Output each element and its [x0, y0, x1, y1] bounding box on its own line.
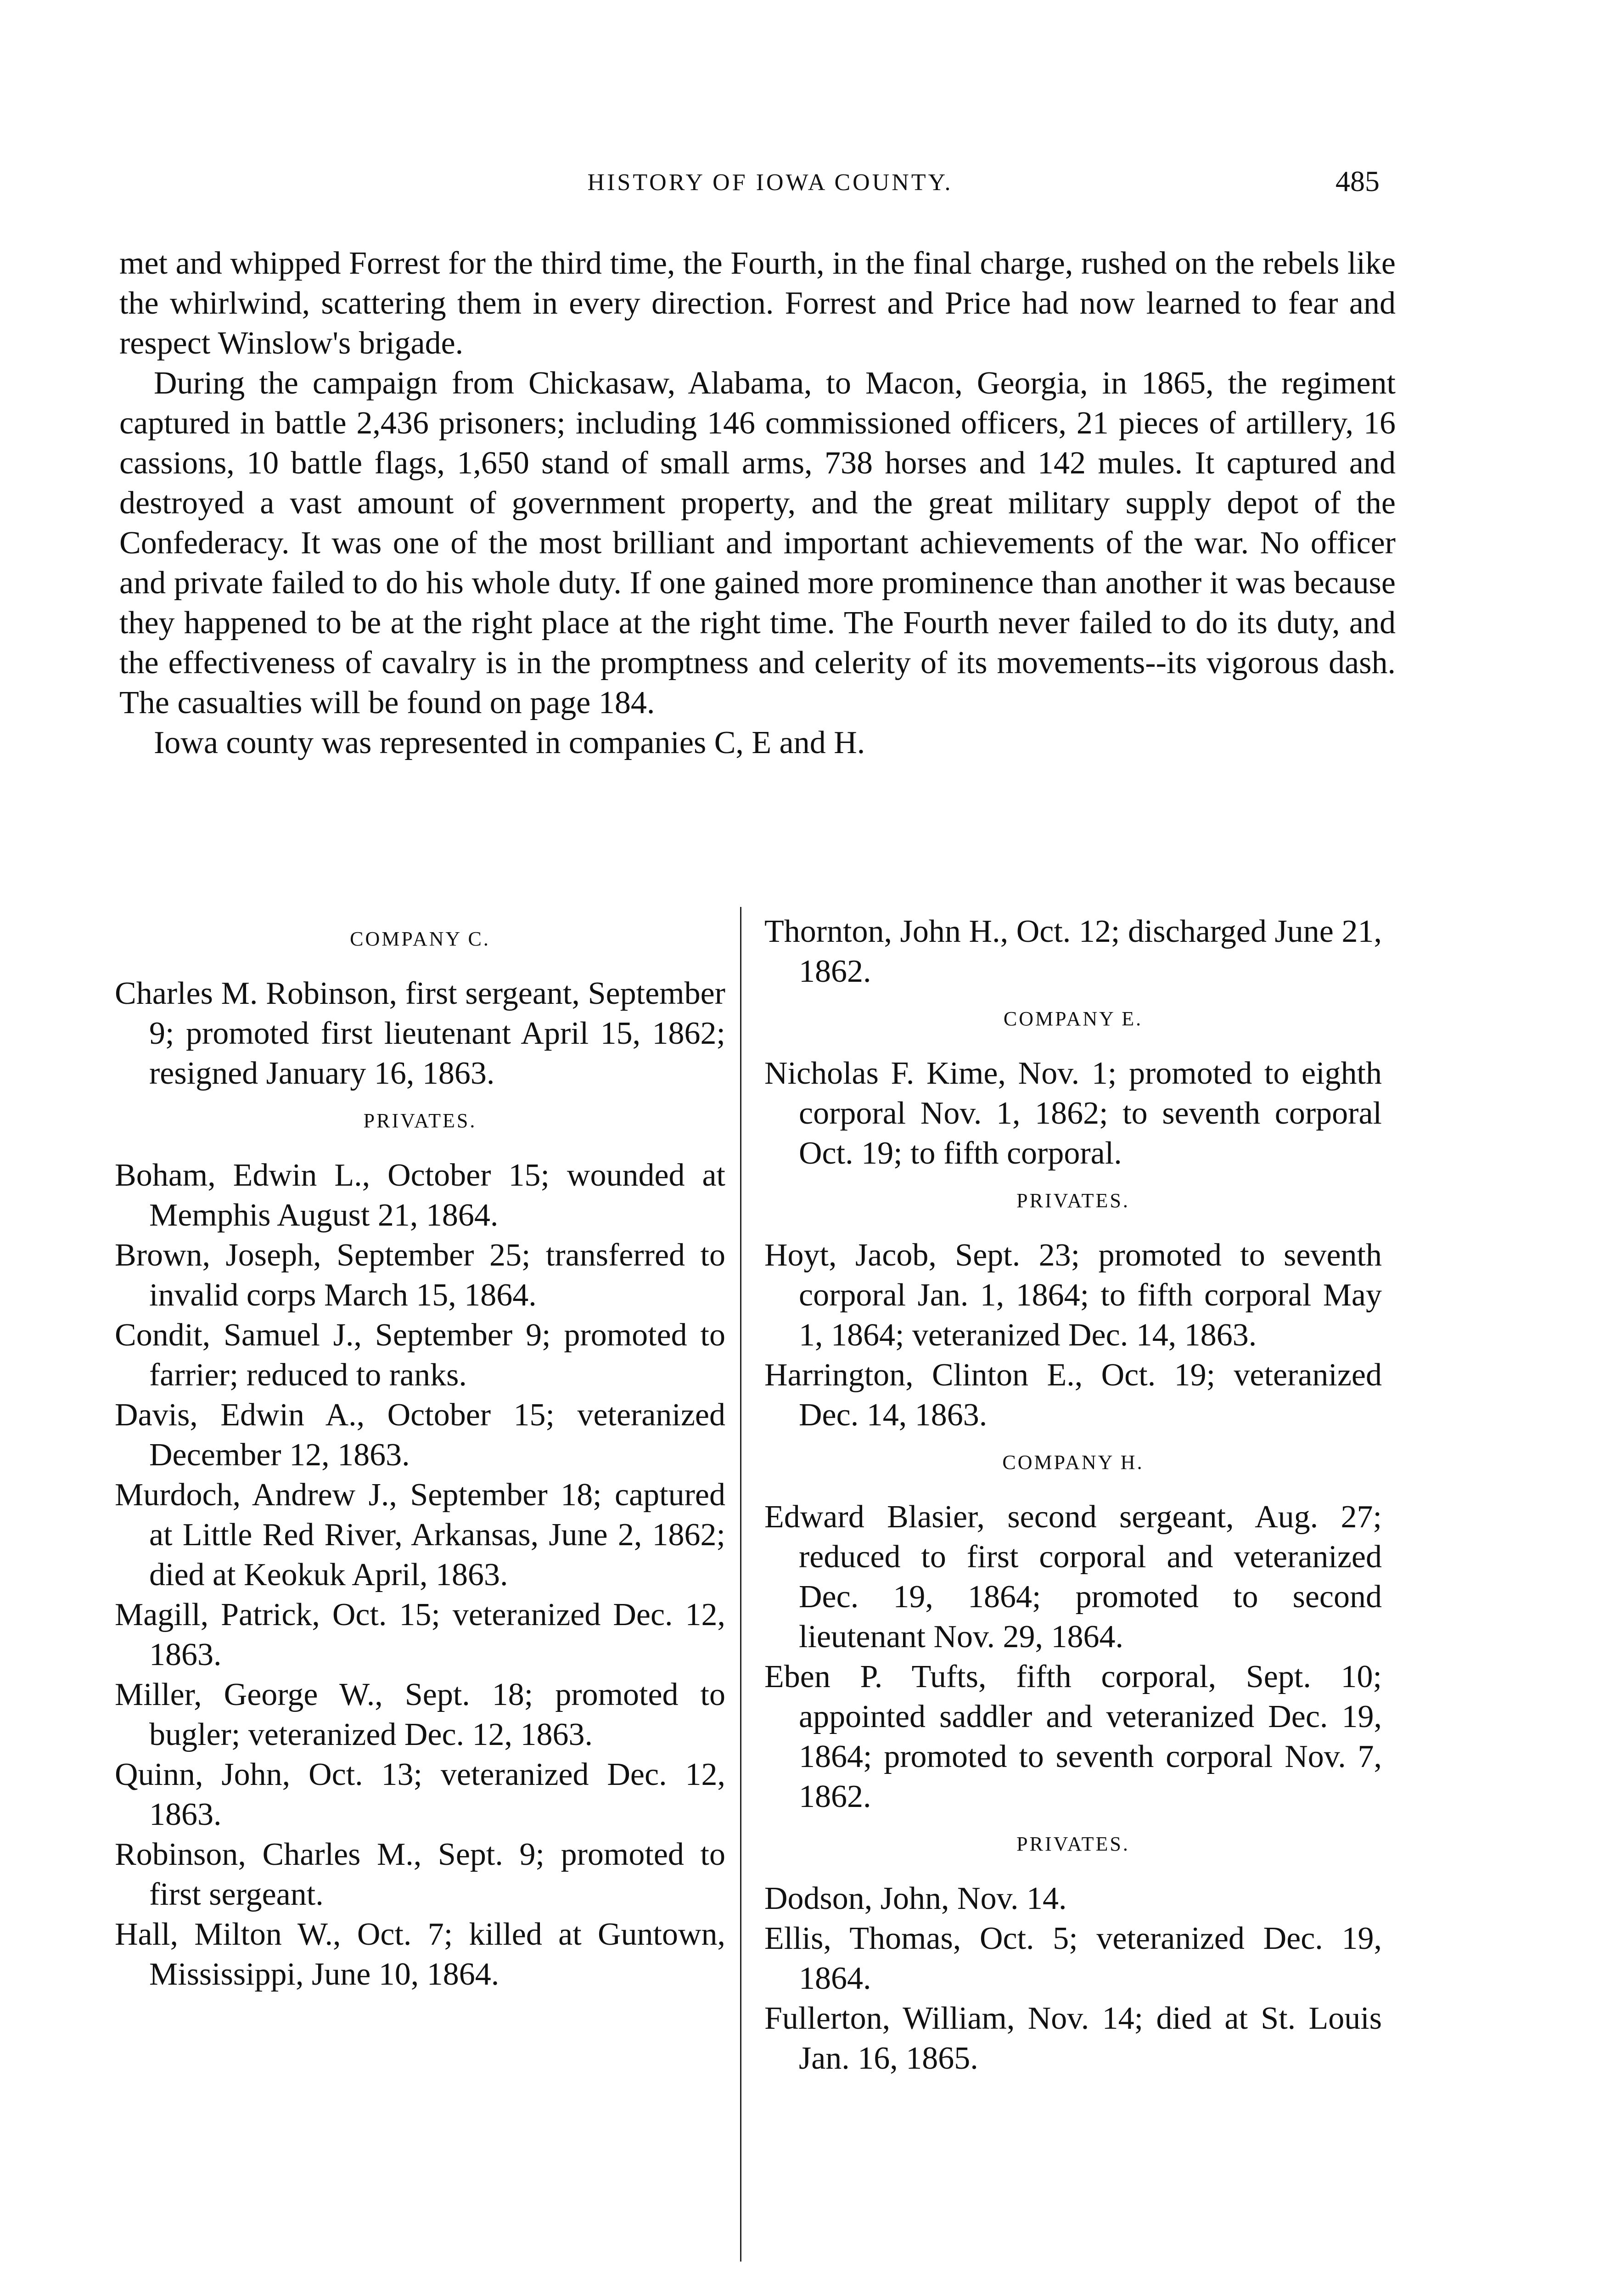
roster-entry: Hall, Milton W., Oct. 7; killed at Guntown, Mississippi, June 10, 1864. [115, 1917, 725, 1992]
privates-heading: PRIVATES. [363, 1109, 477, 1132]
roster-entry: Nicholas F. Kime, Nov. 1; promoted to eighth corporal Nov. 1, 1862; to seventh corporal Oct. 19; to fifth corporal. [764, 1056, 1382, 1171]
intro-paragraph: Iowa county was represented in companies C, E and H. [154, 725, 865, 760]
roster-entry: Robinson, Charles M., Sept. 9; promoted to first sergeant. [115, 1837, 725, 1912]
roster-entry: Harrington, Clinton E., Oct. 19; veteranized Dec. 14, 1863. [764, 1357, 1382, 1433]
roster-entry: Thornton, John H., Oct. 12; discharged June 21, 1862. [764, 914, 1382, 989]
company-heading: COMPANY H. [1002, 1451, 1144, 1474]
right-column [764, 912, 1382, 2078]
page-number: 485 [1335, 165, 1380, 197]
intro-text [119, 243, 1396, 763]
roster-entry: Eben P. Tufts, fifth corporal, Sept. 10; appointed saddler and veteranized Dec. 19, 1864; promoted to seventh corporal Nov. 7, 1862. [764, 1659, 1382, 1814]
privates-heading: PRIVATES. [1016, 1833, 1130, 1855]
running-header [161, 164, 1380, 201]
intro-paragraph: During the campaign from Chickasaw, Alabama, to Macon, Georgia, in 1865, the regiment captured in battle 2,436 prisoners; including 146 commissioned officers, 21 pieces of artillery, 16 cassions, 10 battle flags, 1,650 stand of small arms, 738 horses and 142 mules. It captured and destroyed a vast amount of government property, and the great military supply depot of the Confederacy. It was one of the most brilliant and important achievements of the war. No officer and private failed to do his whole duty. If one gained more prominence than another it was because they happened to be at the right place at the right time. The Fourth never failed to do its duty, and the effectiveness of cavalry is in the promptness and celerity of its movements--its vigorous dash. The casualties will be found on page 184. [119, 366, 1396, 720]
roster-entry: Fullerton, William, Nov. 14; died at St. Louis Jan. 16, 1865. [764, 2001, 1382, 2076]
roster-entry: Brown, Joseph, September 25; transferred to invalid corps March 15, 1864. [115, 1238, 725, 1313]
privates-heading: PRIVATES. [1016, 1189, 1130, 1212]
roster-entry: Ellis, Thomas, Oct. 5; veteranized Dec. 19, 1864. [764, 1921, 1382, 1996]
roster-entry: Davis, Edwin A., October 15; veteranized December 12, 1863. [115, 1397, 725, 1473]
roster-entry: Charles M. Robinson, first sergeant, September 9; promoted first lieutenant April 15, 1862; resigned January 16, 1863. [115, 976, 725, 1091]
company-heading: COMPANY C. [350, 928, 490, 950]
roster-entry: Miller, George W., Sept. 18; promoted to bugler; veteranized Dec. 12, 1863. [115, 1677, 725, 1752]
company-heading: COMPANY E. [1003, 1007, 1143, 1030]
roster-entry: Quinn, John, Oct. 13; veteranized Dec. 12, 1863. [115, 1757, 725, 1832]
running-title: HISTORY OF IOWA COUNTY. [587, 169, 953, 196]
roster-entry: Edward Blasier, second sergeant, Aug. 27; reduced to first corporal and veteranized Dec. 19, 1864; promoted to second lieutenant Nov. 29, 1864. [764, 1499, 1382, 1654]
roster-entry: Condit, Samuel J., September 9; promoted to farrier; reduced to ranks. [115, 1317, 725, 1393]
roster-entry: Magill, Patrick, Oct. 15; veteranized Dec. 12, 1863. [115, 1597, 725, 1672]
roster-entry: Murdoch, Andrew J., September 18; captured at Little Red River, Arkansas, June 2, 1862; died at Keokuk April, 1863. [115, 1477, 725, 1593]
roster-entry: Dodson, John, Nov. 14. [764, 1881, 1067, 1916]
left-column [115, 912, 725, 1994]
roster-entry: Boham, Edwin L., October 15; wounded at Memphis August 21, 1864. [115, 1158, 725, 1233]
intro-paragraph: met and whipped Forrest for the third time, the Fourth, in the final charge, rushed on the rebels like the whirlwind, scattering them in every direction. Forrest and Price had now learned to fear and respect Winslow's brigade. [119, 246, 1396, 361]
column-divider [740, 907, 741, 2262]
roster-entry: Hoyt, Jacob, Sept. 23; promoted to seventh corporal Jan. 1, 1864; to fifth corporal May 1, 1864; veteranized Dec. 14, 1863. [764, 1238, 1382, 1353]
